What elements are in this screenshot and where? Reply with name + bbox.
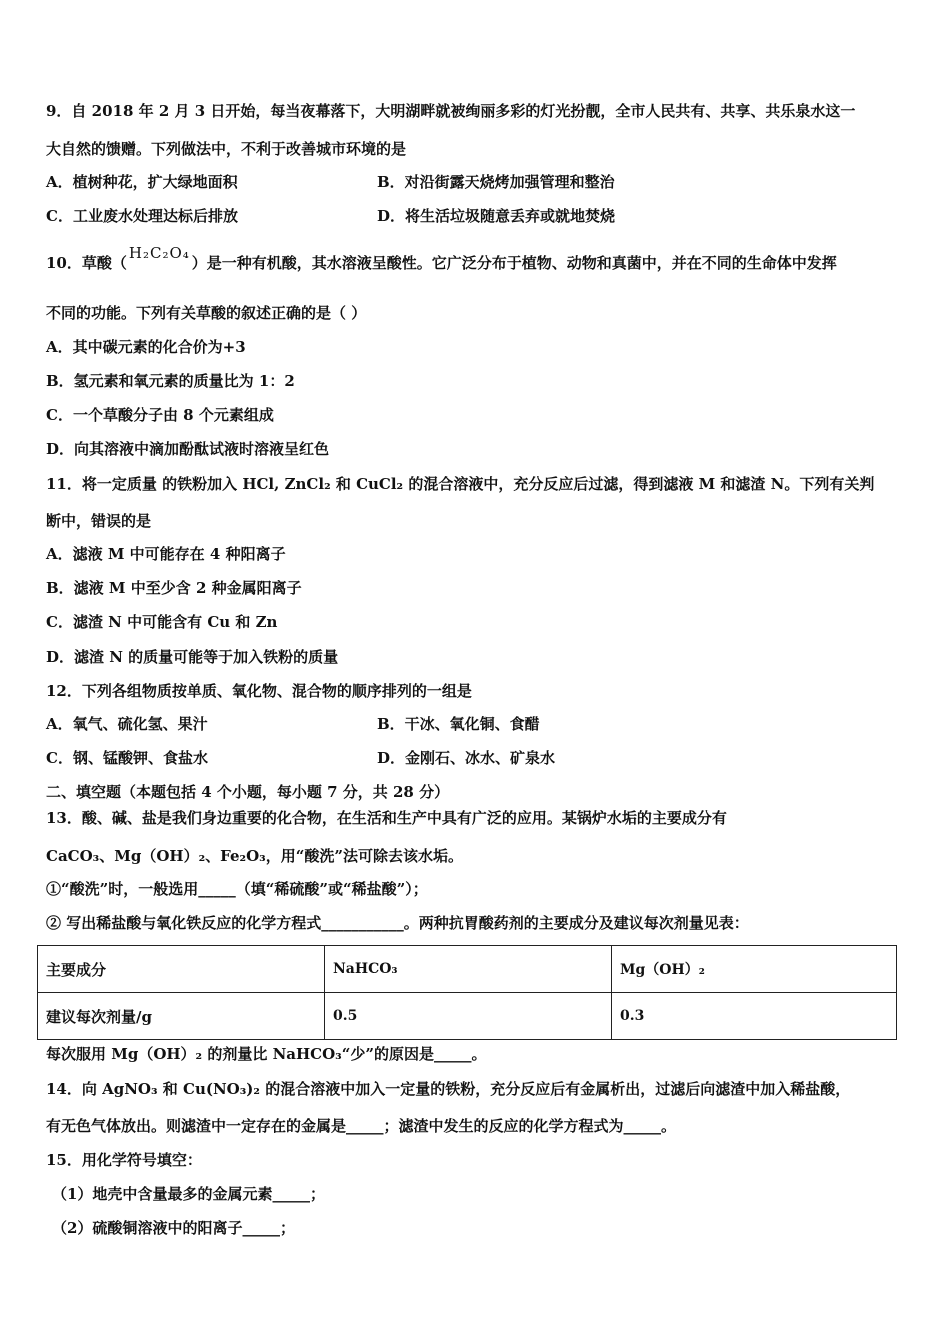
q12-stem: 12．下列各组物质按单质、氧化物、混合物的顺序排列的一组是 (46, 682, 472, 700)
q15-stem: 15．用化学符号填空： (46, 1151, 202, 1169)
q11-stem-line1: 11．将一定质量 的铁粉加入 HCl, ZnCl₂ 和 CuCl₂ 的混合溶液中，充分反应后过滤，得到滤液 M 和滤渣 N。下列有关判 (46, 475, 875, 493)
q15-part2: （2）硫酸铜溶液中的阳离子_____； (52, 1219, 295, 1237)
antacid-dose-table (37, 945, 897, 1040)
q10-stem-prefix: 10．草酸（ (46, 254, 127, 272)
q9-option-b: B．对沿街露天烧烤加强管理和整治 (377, 173, 615, 191)
q12-option-b: B．干冰、氧化铜、食醋 (377, 715, 540, 733)
q13-after-table: 每次服用 Mg（OH）₂ 的剂量比 NaHCO₃“少”的原因是_____。 (46, 1045, 487, 1063)
section-2-heading: 二、填空题（本题包括 4 个小题，每小题 7 分，共 28 分） (46, 783, 450, 801)
q11-stem-line2: 断中，错误的是 (46, 512, 152, 530)
q11-option-b: B．滤液 M 中至少含 2 种金属阳离子 (46, 579, 302, 597)
q13-stem-line1: 13．酸、碱、盐是我们身边重要的化合物，在生活和生产中具有广泛的应用。某锅炉水垢的主要成分有 (46, 809, 727, 827)
q13-part2: ② 写出稀盐酸与氧化铁反应的化学方程式___________。两种抗胃酸药剂的主要成分及建议每次剂量见表： (46, 914, 749, 932)
q9-option-c: C．工业废水处理达标后排放 (46, 207, 238, 225)
q14-stem-line2: 有无色气体放出。则滤渣中一定存在的金属是_____；滤渣中发生的反应的化学方程式为_____。 (46, 1117, 677, 1135)
table-cell: 建议每次剂量/g (38, 993, 325, 1040)
q10-stem-line1 (46, 244, 837, 273)
q10-option-d: D．向其溶液中滴加酚酞试液时溶液呈红色 (46, 440, 330, 458)
q10-option-b: B．氢元素和氧元素的质量比为 1：2 (46, 372, 295, 390)
q10-stem-line2: 不同的功能。下列有关草酸的叙述正确的是（ ） (46, 304, 367, 322)
q10-stem-suffix: ）是一种有机酸，其水溶液呈酸性。它广泛分布于植物、动物和真菌中，并在不同的生命体中发挥 (191, 254, 837, 272)
table-cell: Mg（OH）₂ (612, 946, 897, 993)
q9-option-a: A．植树种花，扩大绿地面积 (46, 173, 238, 191)
table-cell: NaHCO₃ (325, 946, 612, 993)
q9-stem-line1: 9．自 2018 年 2 月 3 日开始，每当夜幕落下，大明湖畔就被绚丽多彩的灯光扮靓，全市人民共有、共享、共乐泉水这一 (46, 102, 856, 120)
q11-option-a: A．滤液 M 中可能存在 4 种阳离子 (46, 545, 286, 563)
q11-option-c: C．滤渣 N 中可能含有 Cu 和 Zn (46, 613, 278, 631)
q13-stem-line2: CaCO₃、Mg（OH）₂、Fe₂O₃，用“酸洗”法可除去该水垢。 (46, 847, 463, 865)
q15-part1: （1）地壳中含量最多的金属元素_____； (52, 1185, 325, 1203)
oxalic-acid-formula: H₂C₂O₄ (128, 244, 190, 262)
q9-stem-line2: 大自然的馈赠。下列做法中，不利于改善城市环境的是 (46, 140, 407, 158)
table-row (38, 993, 897, 1040)
q10-option-c: C．一个草酸分子由 8 个元素组成 (46, 406, 274, 424)
q11-option-d: D．滤渣 N 的质量可能等于加入铁粉的质量 (46, 648, 339, 666)
table-cell: 0.5 (325, 993, 612, 1040)
q12-option-c: C．钢、锰酸钾、食盐水 (46, 749, 208, 767)
q10-option-a: A．其中碳元素的化合价为+3 (46, 338, 246, 356)
table-cell: 0.3 (612, 993, 897, 1040)
q9-option-d: D．将生活垃圾随意丢弃或就地焚烧 (377, 207, 616, 225)
q13-part1: ①“酸洗”时，一般选用_____（填“稀硫酸”或“稀盐酸”）； (46, 880, 428, 898)
q12-option-a: A．氧气、硫化氢、果汁 (46, 715, 208, 733)
table-row (38, 946, 897, 993)
table-cell: 主要成分 (38, 946, 325, 993)
q12-option-d: D．金刚石、冰水、矿泉水 (377, 749, 556, 767)
q14-stem-line1: 14．向 AgNO₃ 和 Cu(NO₃)₂ 的混合溶液中加入一定量的铁粉，充分反应后有金属析出，过滤后向滤渣中加入稀盐酸， (46, 1080, 851, 1098)
